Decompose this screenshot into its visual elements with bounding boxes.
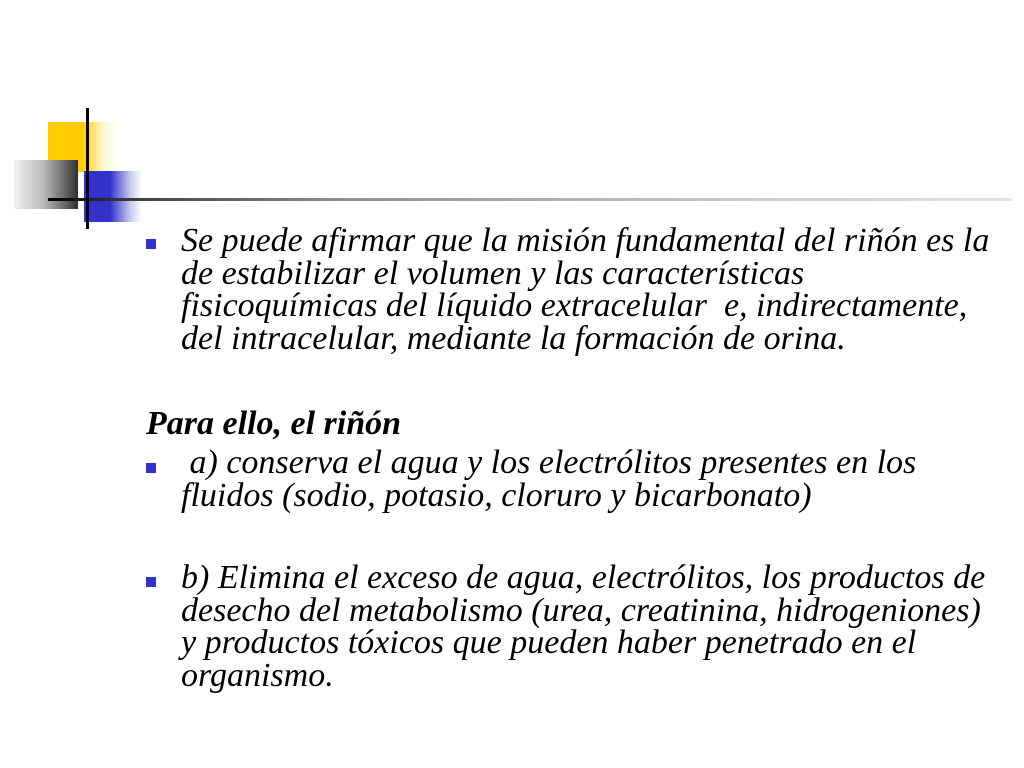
square-bullet-icon [146, 239, 156, 249]
square-bullet-icon [146, 463, 156, 473]
subheading-text: Para ello, el riñón [146, 405, 402, 442]
decor-horizontal-rule [48, 198, 1012, 201]
decor-vertical-rule [86, 108, 89, 229]
bullet-text-line: fluidos (sodio, potasio, cloruro y bicarbonato) [181, 476, 812, 514]
square-bullet-icon [146, 577, 156, 587]
bullet-text-line: Se puede afirmar que la misión fundamental del riñón es la [181, 222, 990, 259]
subheading [146, 405, 402, 442]
bullet-text-line: organismo. [181, 656, 334, 694]
bullet-text-line: a) conserva el agua y los electrólitos presentes en los [181, 444, 917, 481]
bullet-text-line: de estabilizar el volumen y las características [181, 254, 805, 292]
bullet-text-line: fisicoquímicas del líquido extracelular e, indirectamente, [181, 287, 968, 324]
decor-gray-square [14, 160, 78, 209]
bullet-text-line: b) Elimina el exceso de agua, electrólitos, los productos de [181, 559, 986, 596]
decor-blue-square [84, 171, 142, 222]
bullet-item-2 [181, 444, 917, 514]
bullet-item-1 [181, 222, 990, 357]
bullet-text-line: y productos tóxicos que pueden haber penetrado en el [181, 624, 917, 661]
bullet-text-line: del intracelular, mediante la formación de orina. [181, 319, 846, 357]
bullet-item-3 [181, 559, 986, 694]
bullet-text-line: desecho del metabolismo (urea, creatinina, hidrogeniones) [181, 591, 981, 629]
